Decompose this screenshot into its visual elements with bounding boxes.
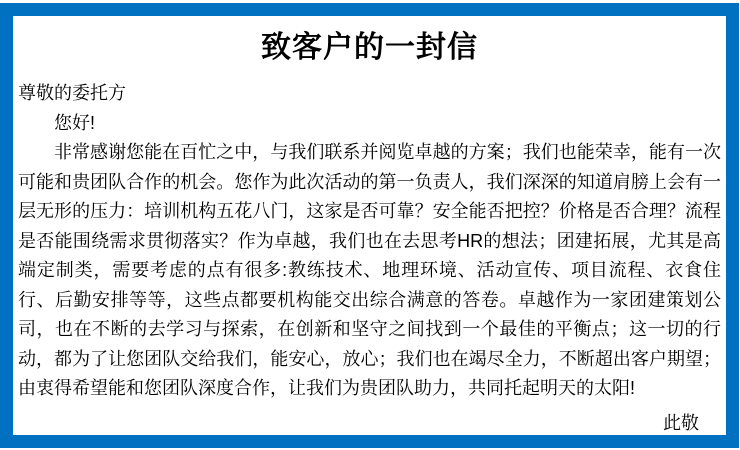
letter-salutation: 尊敬的委托方 — [18, 83, 126, 103]
letter-greeting: 您好! — [54, 112, 96, 133]
letter-closing: 此敬 — [663, 412, 699, 433]
letter-content — [13, 16, 726, 435]
page-title: 致客户的一封信 — [261, 31, 478, 64]
letter-body: 非常感谢您能在百忙之中，与我们联系并阅览卓越的方案；我们也能荣幸，能有一次可能和贵团队合作的机会。您作为此次活动的第一负责人，我们深深的知道肩膀上会有一层无形的压力：培训机构五花八门，这家是否可靠？安全能否把控？价格是否合理？流程是否能围绕需求贯彻落实？作为卓越，我们也在去思考HR的想法；团建拓展，尤其是高端定制类，需要考虑的点有很多:教练技术、地理环境、活动宣传、项目流程、衣食住行、后勤安排等等，这些点都要机构能交出综合满意的答卷。卓越作为一家团建策划公司，也在不断的去学习与探索，在创新和坚守之间找到一个最佳的平衡点；这一切的行动，都为了让您团队交给我们，能安心，放心；我们也在竭尽全力，不断超出客户期望；由衷得希望能和您团队深度合作，让我们为贵团队助力，共同托起明天的太阳! — [18, 142, 721, 398]
